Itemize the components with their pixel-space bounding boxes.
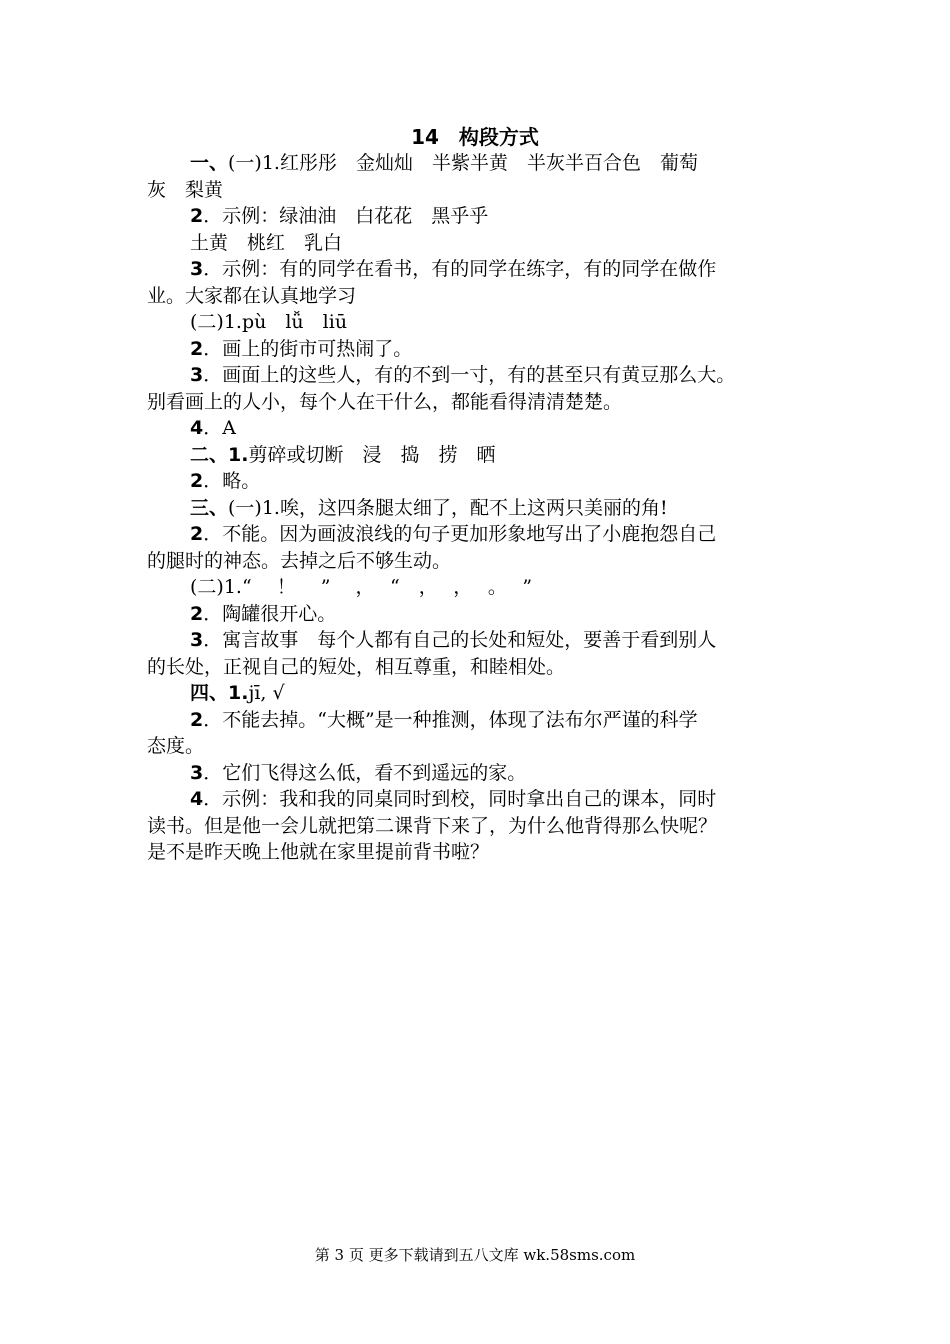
answer-text: 灰 梨黄	[147, 178, 224, 201]
answer-line	[147, 601, 827, 628]
answer-line	[147, 283, 827, 310]
item-number: 3	[190, 629, 204, 651]
item-number: 4	[190, 788, 204, 810]
answer-line	[147, 707, 827, 734]
answer-line	[147, 389, 827, 416]
answer-text: ．寓言故事 每个人都有自己的长处和短处，要善于看到别人	[203, 629, 717, 651]
item-number: 4	[190, 417, 204, 439]
answer-line	[147, 415, 827, 442]
answer-text: (一)1.唉，这四条腿太细了，配不上这两只美丽的角!	[228, 496, 668, 519]
answer-line	[147, 521, 827, 548]
answer-line	[147, 654, 827, 681]
answer-line	[147, 548, 827, 575]
answer-line	[147, 309, 827, 336]
page-footer: 第 3 页 更多下载请到五八文库 wk.58sms.com	[314, 1246, 636, 1264]
answer-line	[147, 760, 827, 787]
answer-line	[147, 256, 827, 283]
answer-line	[147, 627, 827, 654]
item-number: 二、1.	[190, 443, 249, 466]
answer-text: ．陶罐很开心。	[203, 602, 337, 625]
answer-text: 土黄 桃红 乳白	[190, 231, 343, 254]
item-number: 2	[190, 205, 204, 227]
answer-text: 的长处，正视自己的短处，相互尊重，和睦相处。	[147, 655, 566, 678]
answer-text: jī, √	[248, 682, 285, 704]
answer-text: ．画面上的这些人，有的不到一寸，有的甚至只有黄豆那么大。	[203, 364, 736, 386]
answer-text: (二)1.pù lǚ liū	[190, 311, 348, 333]
answer-line	[147, 733, 827, 760]
answer-line	[147, 150, 827, 177]
answer-line	[147, 442, 827, 469]
answer-text: 别看画上的人小，每个人在干什么，都能看得清清楚楚。	[147, 390, 623, 413]
answer-text: ．不能去掉。“大概”是一种推测，体现了法布尔严谨的科学	[203, 708, 698, 731]
item-number: 三、	[190, 496, 229, 519]
answer-line	[147, 680, 827, 707]
answer-text: (二)1.“ ！ ” ， “ ， ， 。 ”	[190, 576, 533, 598]
answer-text: 态度。	[147, 735, 205, 757]
answer-text: ．A	[203, 417, 236, 439]
answer-text: ．不能。因为画波浪线的句子更加形象地写出了小鹿抱怨自己	[203, 523, 717, 545]
item-number: 3	[190, 258, 204, 280]
answer-line	[147, 839, 827, 866]
answer-line	[147, 336, 827, 363]
answer-line	[147, 495, 827, 522]
answer-line	[147, 813, 827, 840]
item-number: 一、	[190, 152, 229, 174]
answer-line	[147, 230, 827, 257]
answer-text: ．示例：有的同学在看书，有的同学在练字，有的同学在做作	[203, 258, 717, 280]
item-number: 2	[190, 708, 204, 731]
answer-line	[147, 468, 827, 495]
item-number: 2	[190, 602, 204, 625]
item-number: 3	[190, 761, 204, 784]
answer-text: 的腿时的神态。去掉之后不够生动。	[147, 549, 452, 572]
answer-line	[147, 786, 827, 813]
answer-text: 是不是昨天晚上他就在家里提前背书啦？	[147, 841, 490, 863]
answer-text: ．略。	[203, 470, 261, 492]
item-number: 3	[190, 364, 204, 386]
item-number: 2	[190, 337, 204, 360]
item-number: 四、1.	[190, 682, 249, 704]
answer-text: 剪碎或切断 浸 捣 捞 晒	[248, 443, 496, 466]
answer-text: 业。大家都在认真地学习	[147, 284, 357, 307]
answer-text: 读书。但是他一会儿就把第二课背下来了，为什么他背得那么快呢？	[147, 814, 718, 837]
answer-line	[147, 203, 827, 230]
answer-text: ．示例：绿油油 白花花 黑乎乎	[203, 205, 489, 227]
answer-line	[147, 574, 827, 601]
answer-text: (一)1.红彤彤 金灿灿 半紫半黄 半灰半百合色 葡萄	[228, 152, 698, 174]
answer-line	[147, 177, 827, 204]
answer-text: ．示例：我和我的同桌同时到校，同时拿出自己的课本，同时	[203, 788, 717, 810]
answer-text: ．画上的街市可热闹了。	[203, 337, 413, 360]
item-number: 2	[190, 523, 204, 545]
answer-text: ．它们飞得这么低，看不到遥远的家。	[203, 761, 527, 784]
item-number: 2	[190, 470, 204, 492]
answer-content	[147, 150, 827, 866]
answer-line	[147, 362, 827, 389]
page-title: 14 构段方式	[411, 125, 539, 149]
